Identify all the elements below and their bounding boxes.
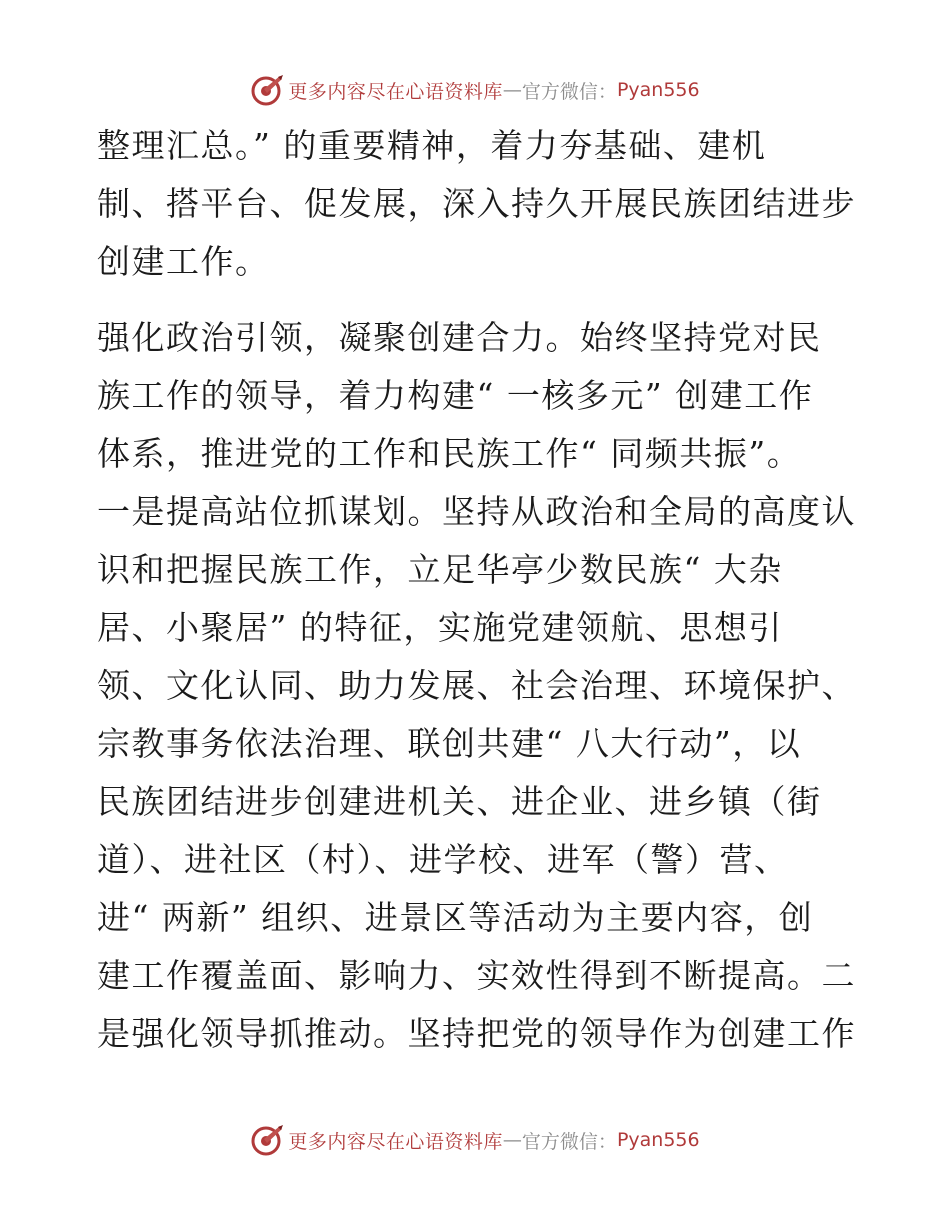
text-line: 道）、进社区（村）、进学校、进军（警）营、 [97,840,789,879]
text-line: 居、小聚居” 的特征，实施党建领航、思想引 [97,608,783,647]
footer-watermark [0,1122,950,1158]
brand-logo-icon [250,73,284,107]
watermark-brand-text: 更多内容尽在心语资料库 [288,80,503,103]
text-line: 制、搭平台、促发展，深入持久开展民族团结进步 [97,184,856,223]
watermark-wechat-label: 官方微信： [521,80,617,103]
text-line: 领、文化认同、助力发展、社会治理、环境保护、 [97,666,856,705]
text-line: 体系，推进党的工作和民族工作“ 同频共振”。 [97,434,802,473]
watermark-wechat-id: Pyan556 [616,79,700,101]
watermark-separator: — [502,79,522,101]
text-line: 一是提高站位抓谋划。坚持从政治和全局的高度认 [97,492,856,531]
text-line: 族工作的领导，着力构建“ 一核多元” 创建工作 [97,376,814,415]
text-line: 整理汇总。” 的重要精神，着力夯基础、建机 [97,126,767,165]
text-line: 识和把握民族工作，立足华亭少数民族“ 大杂 [97,550,783,589]
watermark-wechat-id: Pyan556 [616,1129,700,1151]
text-line: 创建工作。 [97,242,270,281]
watermark-wechat-label: 官方微信： [521,1130,617,1153]
watermark-brand-text: 更多内容尽在心语资料库 [288,1130,503,1153]
watermark-separator: — [502,1129,522,1151]
text-line: 是强化领导抓推动。坚持把党的领导作为创建工作 [97,1014,856,1053]
text-line: 强化政治引领，凝聚创建合力。始终坚持党对民 [97,318,822,357]
text-line: 建工作覆盖面、影响力、实效性得到不断提高。二 [97,956,856,995]
brand-logo-icon [250,1123,284,1157]
text-line: 进“ 两新” 组织、进景区等活动为主要内容，创 [97,898,814,937]
text-line: 民族团结进步创建进机关、进企业、进乡镇（街 [97,782,822,821]
header-watermark [0,72,950,108]
text-line: 宗教事务依法治理、联创共建“ 八大行动”，以 [97,724,802,763]
